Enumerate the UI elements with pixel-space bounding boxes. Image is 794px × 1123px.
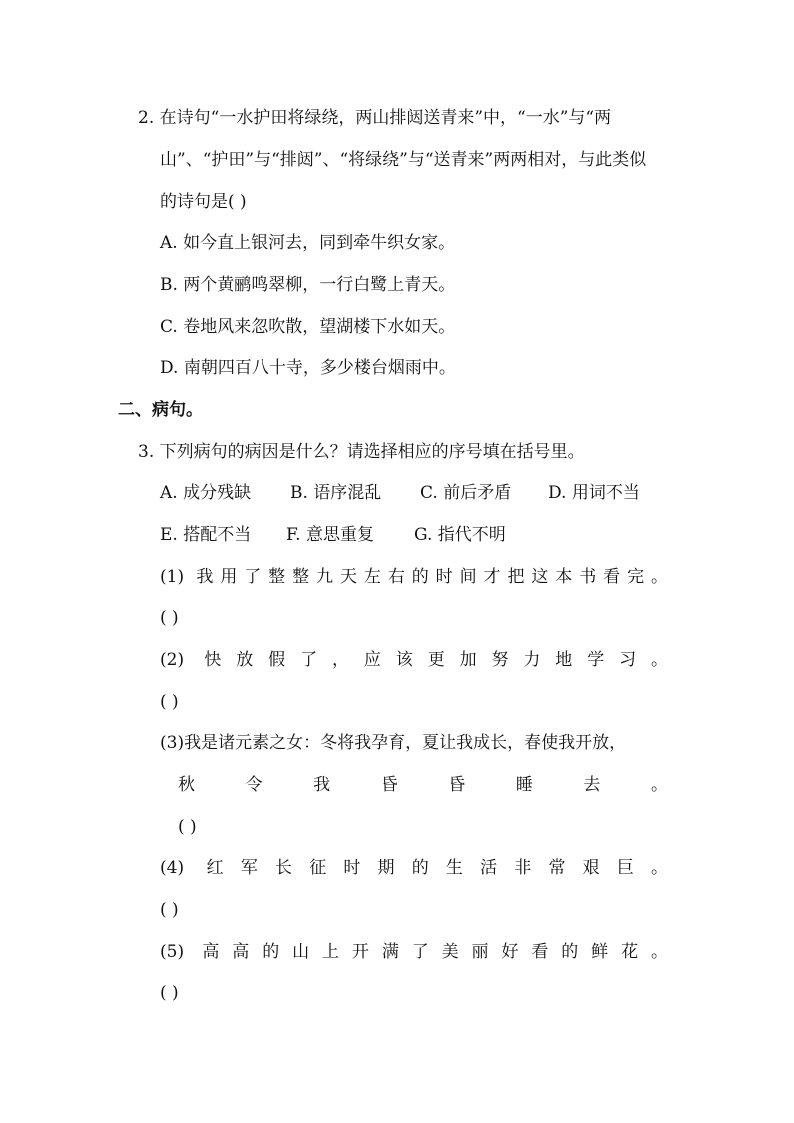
q3-item-4: (4) 红军长征时期的生活非常艰巨。 (160, 858, 668, 878)
q2-option-c: C. 卷地风来忽吹散，望湖楼下水如天。 (160, 317, 456, 337)
q2-stem-line-1: 2. 在诗句“一水护田将绿绕，两山排闼送青来”中，“一水”与“两 (138, 108, 612, 128)
choice-b: B. 语序混乱 (290, 483, 382, 503)
q3-item-3-line-2: 秋令我昏昏睡去。 (178, 775, 668, 795)
q3-item-2: (2) 快放假了，应该更加努力地学习。 (160, 650, 668, 670)
q3-item-5-blank: ( ) (160, 983, 179, 1003)
choice-g: G. 指代不明 (414, 525, 506, 545)
q3-item-3-line-1: (3)我是诸元素之女：冬将我孕育，夏让我成长，春使我开放， (160, 733, 627, 753)
choice-d: D. 用词不当 (548, 483, 640, 503)
q3-item-1-blank: ( ) (160, 608, 179, 628)
q3-item-4-blank: ( ) (160, 900, 179, 920)
q2-stem-line-2: 山”、“护田”与“排闼”、“将绿绕”与“送青来”两两相对，与此类似 (160, 150, 647, 170)
choice-c: C. 前后矛盾 (420, 483, 512, 503)
q2-stem-line-3: 的诗句是( ) (160, 192, 247, 212)
q3-choices-row-1 (160, 481, 640, 505)
q3-choices-row-2 (160, 523, 506, 547)
q3-item-3-blank: ( ) (178, 817, 197, 837)
choice-f: F. 意思重复 (286, 525, 374, 545)
q2-option-b: B. 两个黄鹂鸣翠柳，一行白鹭上青天。 (160, 275, 456, 295)
q2-option-d: D. 南朝四百八十寺，多少楼台烟雨中。 (160, 358, 456, 378)
q2-option-a: A. 如今直上银河去，同到牵牛织女家。 (160, 233, 456, 253)
choice-e: E. 搭配不当 (160, 525, 252, 545)
q3-item-5: (5) 高高的山上开满了美丽好看的鲜花。 (160, 942, 668, 962)
q3-item-2-blank: ( ) (160, 692, 179, 712)
choice-a: A. 成分残缺 (160, 483, 252, 503)
section-heading: 二、病句。 (118, 400, 203, 420)
q3-stem: 3. 下列病句的病因是什么？请选择相应的序号填在括号里。 (138, 442, 585, 462)
q3-item-1: (1) 我用了整整九天左右的时间才把这本书看完。 (160, 567, 668, 587)
